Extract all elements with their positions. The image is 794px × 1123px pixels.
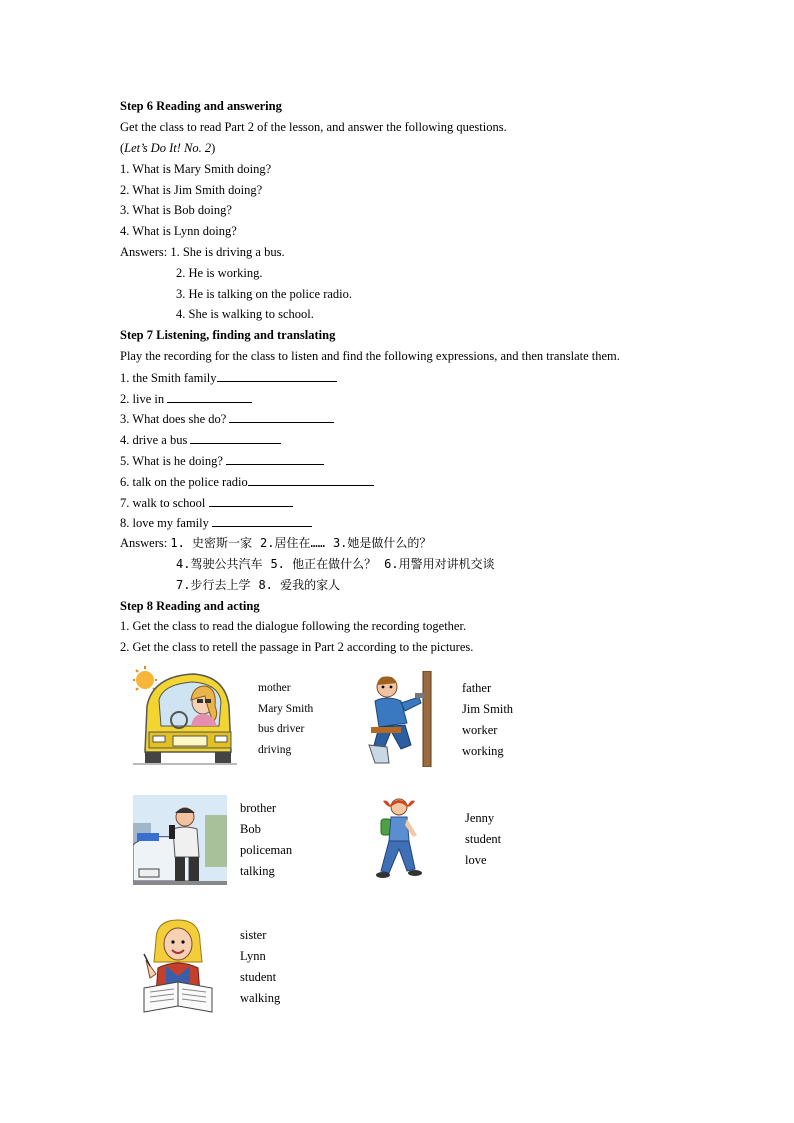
question-4: 4. What is Lynn doing? bbox=[120, 224, 237, 238]
card-mother: mother Mary Smith bus driver driving bbox=[258, 682, 314, 756]
fill-blank bbox=[217, 369, 337, 382]
step7-answers-row1: Answers: 1. 史密斯一家 2.居住在…… 3.她是做什么的？ bbox=[120, 536, 432, 550]
answers-label: Answers: bbox=[120, 245, 171, 259]
question-2: 2. What is Jim Smith doing? bbox=[120, 183, 263, 197]
card-sister: sister Lynn student walking bbox=[240, 928, 281, 1005]
expression-4: 4. drive a bus bbox=[120, 431, 281, 448]
card-brother: brother Bob policeman talking bbox=[240, 801, 293, 878]
fill-blank bbox=[212, 514, 312, 527]
fill-blank bbox=[167, 390, 252, 403]
fill-blank bbox=[248, 473, 374, 486]
step7-answers-row2: 4.驾驶公共汽车 5. 他正在做什么？ 6.用警用对讲机交谈 bbox=[176, 557, 495, 571]
card-father: father Jim Smith worker working bbox=[462, 681, 514, 758]
fill-blank bbox=[229, 410, 334, 423]
step6-answer-3: 3. He is talking on the police radio. bbox=[176, 287, 353, 301]
step8-item-2: 2. Get the class to retell the passage in Part 2 according to the pictures. bbox=[120, 640, 474, 654]
question-1: 1. What is Mary Smith doing? bbox=[120, 162, 272, 176]
step6-source: (Let’s Do It! No. 2) bbox=[120, 141, 216, 155]
question-3: 3. What is Bob doing? bbox=[120, 203, 232, 217]
expression-8: 8. love my family bbox=[120, 514, 312, 531]
step7-intro: Play the recording for the class to listen and find the following expressions, and then translate them. bbox=[120, 349, 620, 363]
fill-blank bbox=[190, 431, 281, 444]
step8-item-1: 1. Get the class to read the dialogue following the recording together. bbox=[120, 619, 467, 633]
worker-illustration bbox=[361, 671, 435, 767]
step6-answer-2: 2. He is working. bbox=[176, 266, 263, 280]
card-jenny: Jenny student love bbox=[465, 811, 502, 867]
fill-blank bbox=[209, 494, 293, 507]
step6-source-title: Let’s Do It! No. 2 bbox=[124, 141, 212, 155]
walking-girl-illustration bbox=[371, 795, 427, 881]
step6-answer-1: Answers: 1. She is driving a bus. bbox=[120, 245, 285, 259]
policeman-illustration bbox=[133, 795, 227, 885]
step7-heading: Step 7 Listening, finding and translating bbox=[120, 328, 336, 342]
fill-blank bbox=[226, 452, 324, 465]
expression-2: 2. live in bbox=[120, 390, 252, 407]
step6-answer-4: 4. She is walking to school. bbox=[176, 307, 314, 321]
step6-intro: Get the class to read Part 2 of the lesson, and answer the following questions. bbox=[120, 120, 507, 134]
student-reading-illustration bbox=[136, 918, 218, 1016]
bus-driver-illustration bbox=[133, 666, 237, 766]
step7-answers-row3: 7.步行去上学 8. 爱我的家人 bbox=[176, 578, 341, 592]
expression-6: 6. talk on the police radio bbox=[120, 473, 374, 490]
expression-7: 7. walk to school bbox=[120, 494, 293, 511]
expression-3: 3. What does she do? bbox=[120, 410, 334, 427]
expression-5: 5. What is he doing? bbox=[120, 452, 324, 469]
step8-heading: Step 8 Reading and acting bbox=[120, 599, 260, 613]
expression-1: 1. the Smith family bbox=[120, 369, 337, 386]
step6-heading: Step 6 Reading and answering bbox=[120, 99, 282, 113]
